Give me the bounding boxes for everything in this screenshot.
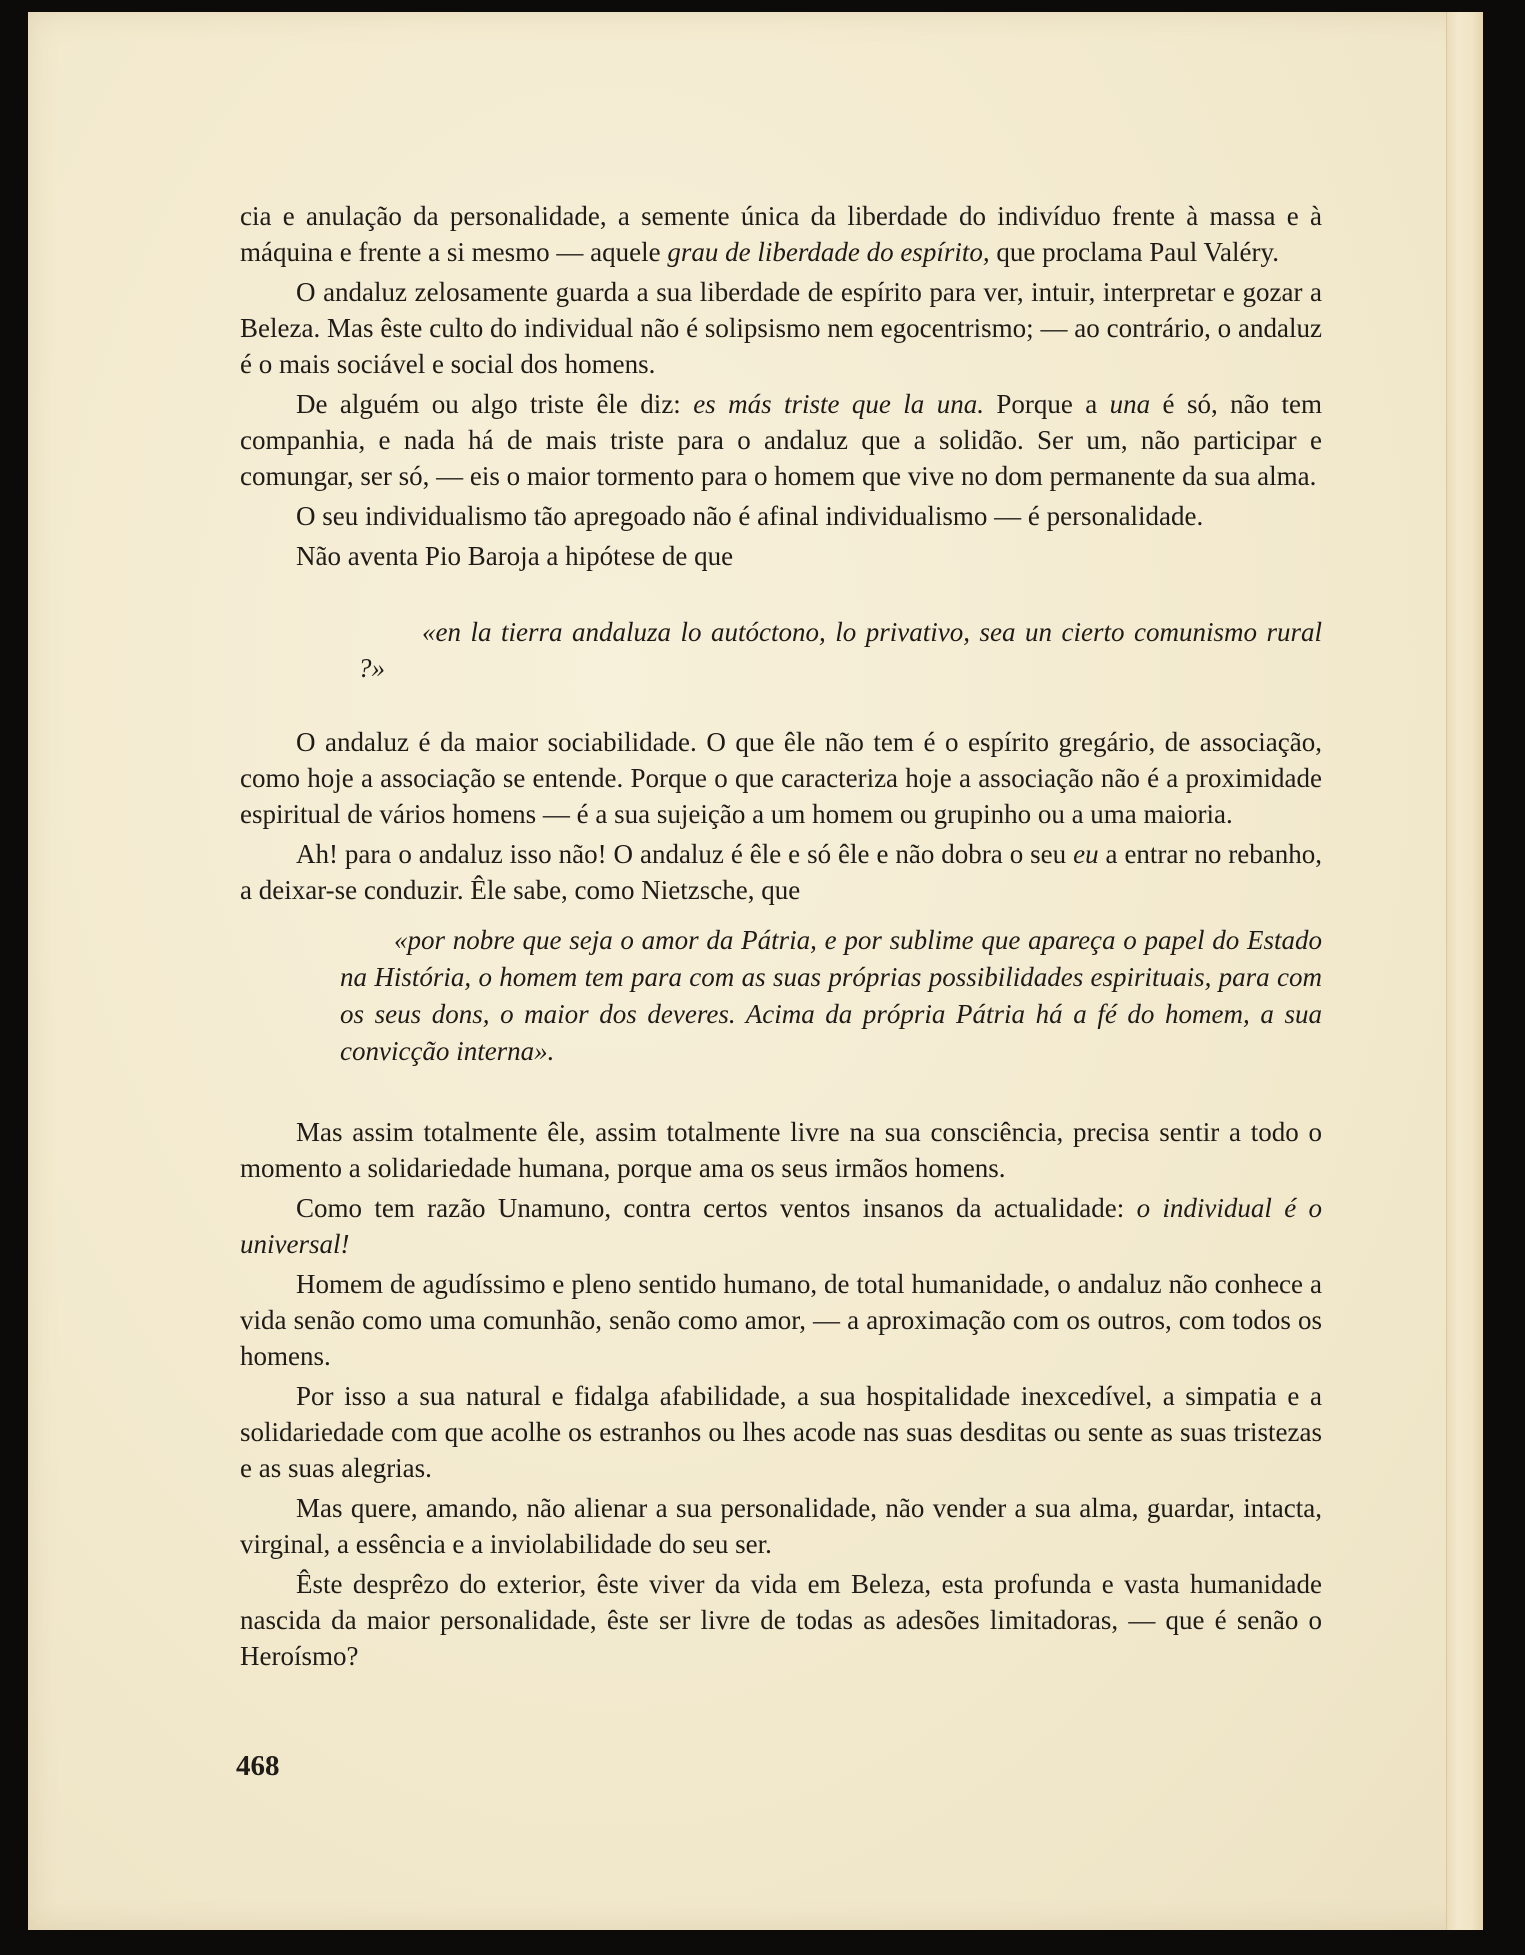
paragraph-6: O andaluz é da maior sociabilidade. O que êle não tem é o espírito gregário, de associação, como hoje a associação se entende. Porque o que caracteriza hoje a associação não é a proximidade espiritual de vários homens — é a sua sujeição a um homem ou grupinho ou a uma maioria. [240,727,1322,829]
paragraph-9 [240,1190,1322,1262]
paragraph-3-text-b: Porque a [983,389,1110,419]
body-text [240,198,1322,1678]
paragraph-7-text-a: Ah! para o andaluz isso não! O andaluz é êle e só êle e não dobra o seu [296,839,1074,869]
book-page [28,12,1483,1930]
paragraph-9-italic: o individual é o universal! [240,1193,1322,1259]
page-edge [1446,12,1483,1930]
page-number: 468 [236,1750,280,1782]
paragraph-7-text-b: a entrar no rebanho, a deixar-se conduzir. Êle sabe, como Nietzsche, que [240,839,1322,905]
paragraph-2: O andaluz zelosamente guarda a sua liberdade de espírito para ver, intuir, interpretar e gozar a Beleza. Mas êste culto do individual não é solipsismo nem egocentrismo; — ao contrário, o andaluz é o mais sociável e social dos homens. [240,277,1322,379]
paragraph-1-text-b: que proclama Paul Valéry. [989,237,1279,267]
paragraph-3-italic-a: es más triste que la una. [693,389,984,419]
quote-nietzsche: «por nobre que seja o amor da Pátria, e por sublime que apareça o papel do Estado na História, o homem tem para com as suas próprias possibilidades espirituais, para com os seus dons, o maior dos deveres. Acima da própria Pátria há a fé do homem, a sua convicção interna». [340,925,1322,1066]
quote-baroja: «en la tierra andaluza lo autóctono, lo privativo, sea un cierto comunismo rural ?» [358,617,1322,683]
paragraph-3-text-a: De alguém ou algo triste êle diz: [296,389,694,419]
paragraph-12: Mas quere, amando, não alienar a sua personalidade, não vender a sua alma, guardar, intacta, virginal, a essência e a inviolabilidade do seu ser. [240,1493,1322,1559]
paragraph-10: Homem de agudíssimo e pleno sentido humano, de total humanidade, o andaluz não conhece a vida senão como uma comunhão, senão como amor, — a aproximação com os outros, com todos os homens. [240,1269,1322,1371]
paragraph-3 [240,386,1322,494]
paragraph-3-italic-b: una [1109,389,1151,419]
paragraph-5: Não aventa Pio Baroja a hipótese de que [296,541,734,571]
paragraph-7-italic: eu [1073,839,1099,869]
paragraph-1 [240,198,1322,270]
paragraph-8: Mas assim totalmente êle, assim totalmente livre na sua consciência, precisa sentir a todo o momento a solidariedade humana, porque ama os seus irmãos homens. [240,1117,1322,1183]
paragraph-13: Êste desprêzo do exterior, êste viver da vida em Beleza, esta profunda e vasta humanidade nascida da maior personalidade, êste ser livre de todas as adesões limitadoras, — que é senão o Heroísmo? [240,1569,1322,1671]
paragraph-9-text: Como tem razão Unamuno, contra certos ventos insanos da actualidade: [296,1193,1137,1223]
paragraph-7 [240,836,1322,908]
paragraph-4: O seu individualismo tão apregoado não é afinal individualismo — é personalidade. [296,501,1204,531]
paragraph-1-text-a: cia e anulação da personalidade, a semente única da liberdade do indivíduo frente à massa e à máquina e frente a si mesmo — aquele [240,201,1322,267]
paragraph-11: Por isso a sua natural e fidalga afabilidade, a sua hospitalidade inexcedível, a simpatia e a solidariedade com que acolhe os estranhos ou lhes acode nas suas desditas ou sente as suas tristezas e as suas alegrias. [240,1381,1322,1483]
paragraph-1-italic: grau de liberdade do espírito, [667,237,990,267]
paragraph-3-text-c: é só, não tem companhia, e nada há de mais triste para o andaluz que a solidão. Ser um, não participar e comungar, ser só, — eis o maior tormento para o homem que vive no dom permanente da sua alma. [240,389,1322,491]
